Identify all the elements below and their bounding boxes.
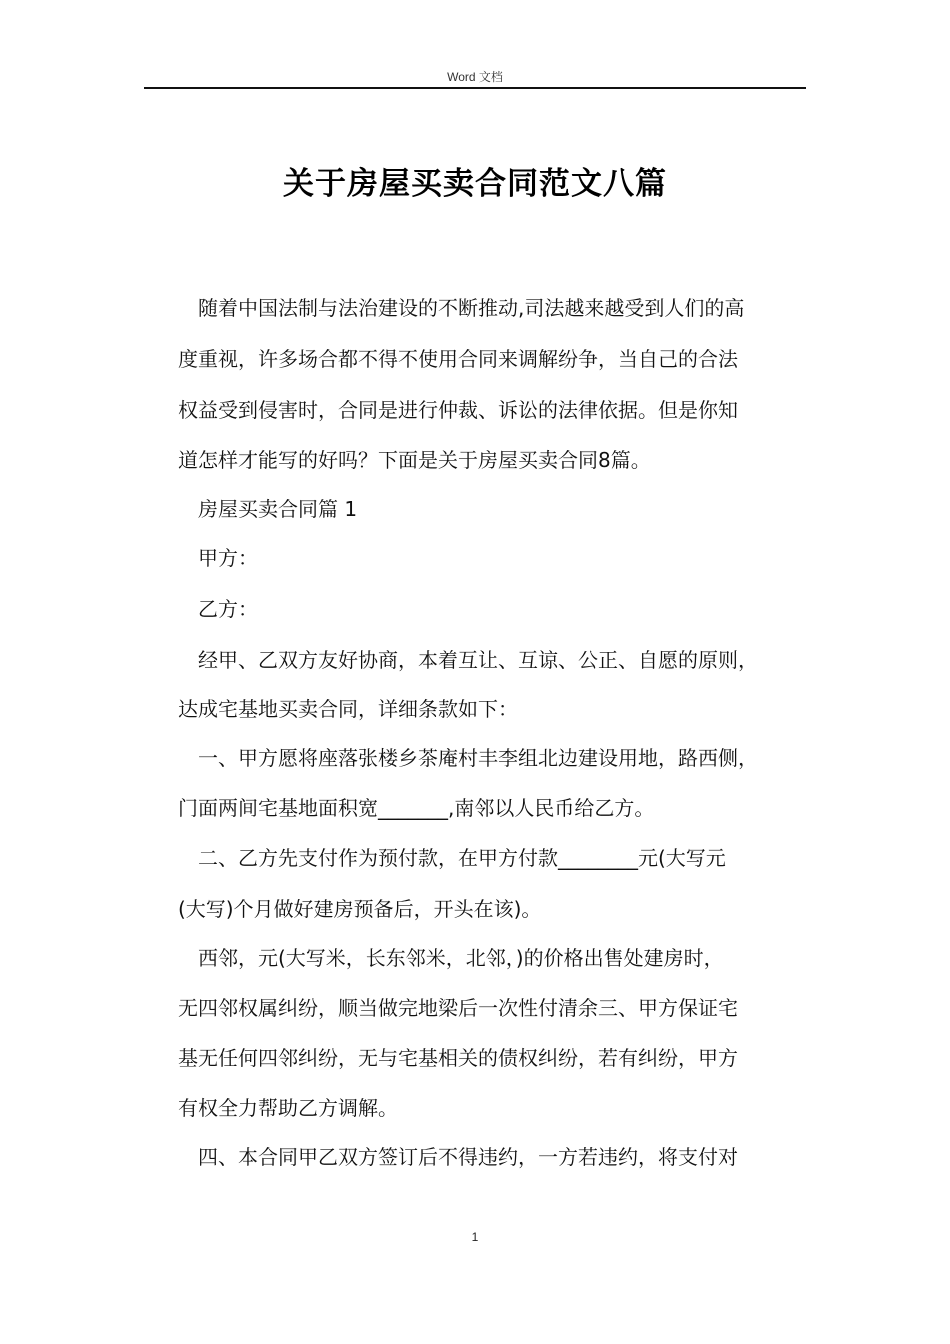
body-line: 达成宅基地买卖合同，详细条款如下： — [178, 697, 518, 721]
body-line: 随着中国法制与法治建设的不断推动,司法越来越受到人们的高 — [198, 296, 745, 320]
body-line: 基无任何四邻纠纷，无与宅基相关的债权纠纷，若有纠纷，甲方 — [178, 1046, 738, 1070]
page-number: 1 — [471, 1230, 479, 1244]
body-line: 一、甲方愿将座落张楼乡茶庵村丰李组北边建设用地，路西侧， — [198, 746, 758, 770]
body-line: 西邻，元(大写米，长东邻米，北邻，)的价格出售处建房时， — [198, 946, 724, 970]
body-line: 门面两间宅基地面积宽_______,南邻以人民币给乙方。 — [178, 796, 655, 820]
body-line: 权益受到侵害时，合同是进行仲裁、诉讼的法律依据。但是你知 — [178, 398, 738, 422]
body-line: 度重视，许多场合都不得不使用合同来调解纷争，当自己的合法 — [178, 347, 738, 371]
party-b-label: 乙方： — [198, 597, 258, 621]
section-heading: 房屋买卖合同篇 1 — [198, 497, 358, 521]
body-line: 有权全力帮助乙方调解。 — [178, 1096, 398, 1120]
body-line: 二、乙方先支付作为预付款，在甲方付款________元(大写元 — [198, 846, 726, 870]
body-line: 道怎样才能写的好吗？下面是关于房屋买卖合同8篇。 — [178, 448, 651, 472]
body-line: 无四邻权属纠纷，顺当做完地梁后一次性付清余三、甲方保证宅 — [178, 996, 738, 1020]
header-label: Word 文档 — [447, 70, 503, 84]
header-rule — [144, 87, 806, 89]
body-line: 四、本合同甲乙双方签订后不得违约，一方若违约，将支付对 — [198, 1145, 738, 1169]
body-line: 经甲、乙双方友好协商，本着互让、互谅、公正、自愿的原则， — [198, 648, 758, 672]
document-title: 关于房屋买卖合同范文八篇 — [283, 166, 667, 202]
body-line: (大写)个月做好建房预备后，开头在该)。 — [178, 897, 542, 921]
party-a-label: 甲方： — [198, 546, 258, 570]
